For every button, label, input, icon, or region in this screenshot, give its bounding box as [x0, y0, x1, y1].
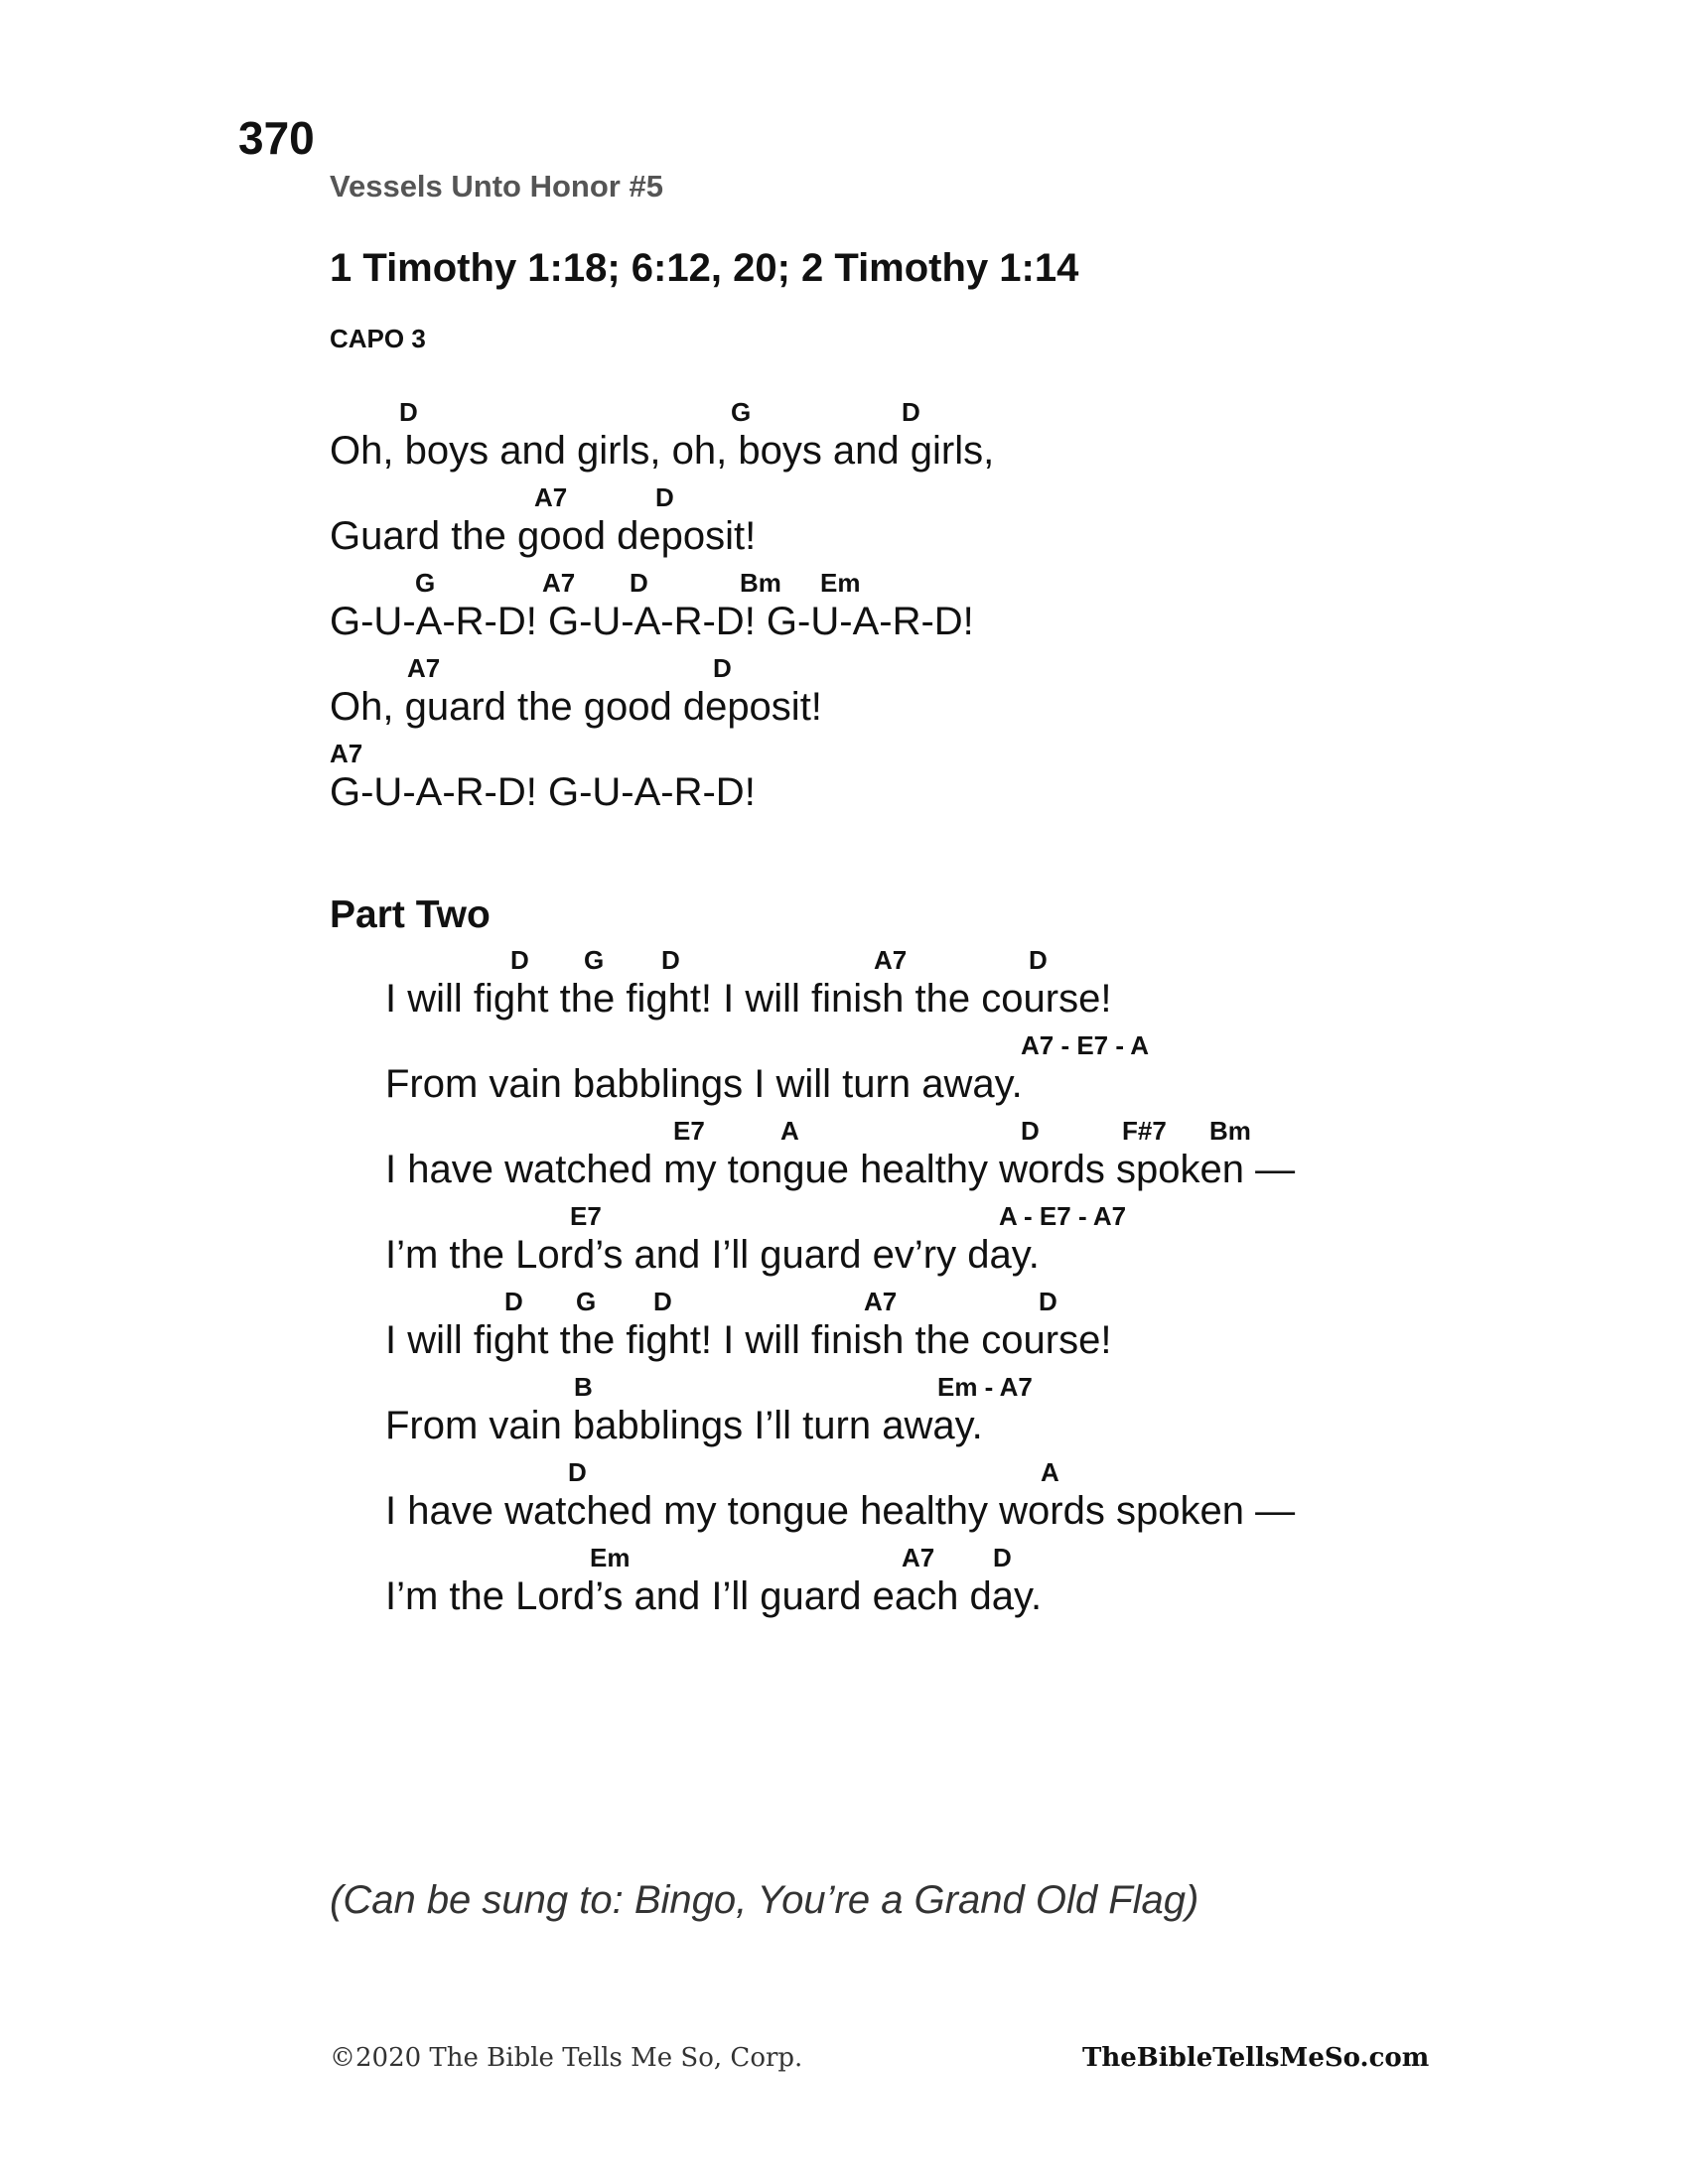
lyric-line: Guard the good deposit! [330, 514, 757, 558]
chord: A7 [902, 1543, 935, 1572]
chord: D [1029, 945, 1048, 975]
chord: D [1039, 1287, 1057, 1316]
chord: G [576, 1287, 597, 1316]
chord: Bm [1209, 1116, 1251, 1146]
chord: E7 [673, 1116, 705, 1146]
chord: Em - A7 [937, 1372, 1033, 1402]
chord: A7 [542, 568, 576, 598]
chord: A7 [534, 482, 568, 512]
chord: D [504, 1287, 523, 1316]
scripture-reference: 1 Timothy 1:18; 6:12, 20; 2 Timothy 1:14 [330, 246, 1079, 290]
chord: Em [820, 568, 861, 598]
chord: G [584, 945, 605, 975]
chord: G [415, 568, 436, 598]
chord: Em [590, 1543, 631, 1572]
lyric-line: G-U-A-R-D! G-U-A-R-D! [330, 770, 756, 814]
website: TheBibleTellsMeSo.com [1082, 2043, 1430, 2073]
chord: A7 [330, 739, 363, 768]
chord: D [399, 397, 418, 427]
chord: A - E7 - A7 [999, 1201, 1127, 1231]
chord: D [902, 397, 920, 427]
chord: D [661, 945, 680, 975]
page-number: 370 [238, 112, 315, 164]
chord: A [780, 1116, 799, 1146]
chord: A [1041, 1457, 1059, 1487]
capo-note: CAPO 3 [330, 324, 426, 353]
lyric-line: I will fight the fight! I will finish the course! [385, 977, 1112, 1021]
lyric-line: Oh, guard the good deposit! [330, 685, 822, 729]
part-two-heading: Part Two [330, 893, 491, 936]
lyric-line: I’m the Lord’s and I’ll guard ev’ry day. [385, 1233, 1040, 1277]
chord: D [653, 1287, 672, 1316]
chord: F#7 [1122, 1116, 1167, 1146]
series-title: Vessels Unto Honor #5 [330, 169, 663, 204]
lyric-line: I have watched my tongue healthy words spoken — [385, 1148, 1296, 1191]
chord: A7 - E7 - A [1021, 1030, 1150, 1060]
chord: D [713, 653, 732, 683]
tune-note: (Can be sung to: Bingo, You’re a Grand Old Flag) [330, 1878, 1199, 1922]
chord: D [568, 1457, 587, 1487]
lyric-line: I’m the Lord’s and I’ll guard each day. [385, 1574, 1043, 1618]
chord: D [655, 482, 674, 512]
chord: D [510, 945, 529, 975]
lyric-line: I will fight the fight! I will finish the course! [385, 1318, 1112, 1362]
chord: A7 [407, 653, 441, 683]
chord: Bm [740, 568, 781, 598]
lyric-line: Oh, boys and girls, oh, boys and girls, [330, 429, 995, 473]
chord: D [993, 1543, 1012, 1572]
lyric-line: I have watched my tongue healthy words spoken — [385, 1489, 1296, 1533]
chord: A7 [864, 1287, 898, 1316]
chord: G [731, 397, 752, 427]
chord: D [1021, 1116, 1040, 1146]
chord: A7 [874, 945, 908, 975]
chord: D [630, 568, 648, 598]
lyric-line: From vain babblings I will turn away. [385, 1062, 1023, 1106]
lyric-line: From vain babblings I’ll turn away. [385, 1404, 983, 1447]
chord: E7 [570, 1201, 602, 1231]
copyright: ©2020 The Bible Tells Me So, Corp. [330, 2043, 803, 2073]
chord: B [574, 1372, 593, 1402]
lyric-line: G-U-A-R-D! G-U-A-R-D! G-U-A-R-D! [330, 600, 974, 643]
